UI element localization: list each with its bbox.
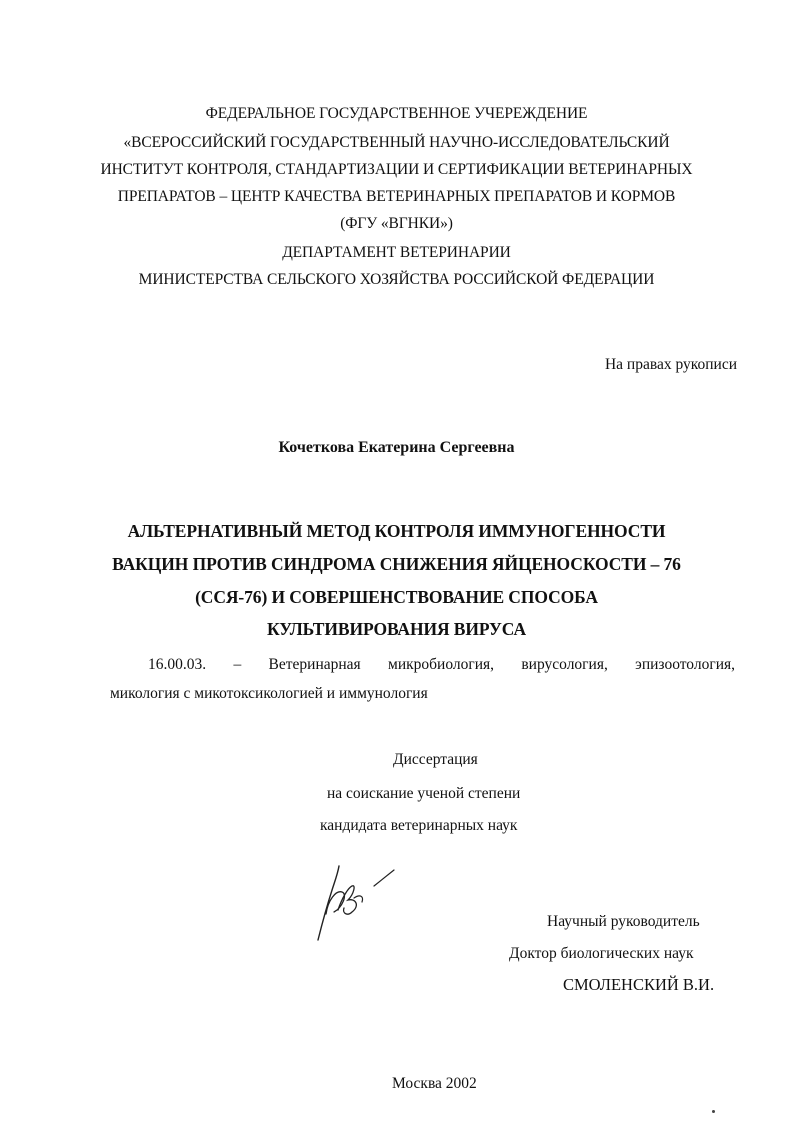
institution-line-5: (ФГУ «ВГНКИ») (340, 215, 453, 232)
title-line-1: АЛЬТЕРНАТИВНЫЙ МЕТОД КОНТРОЛЯ ИММУНОГЕННОСТИ (127, 521, 666, 541)
author-name: Кочеткова Екатерина Сергеевна (278, 439, 515, 456)
institution-line-7: МИНИСТЕРСТВА СЕЛЬСКОГО ХОЗЯЙСТВА РОССИЙСКОЙ ФЕДЕРАЦИИ (138, 271, 655, 288)
scan-speck (712, 1110, 715, 1113)
signature-icon (308, 862, 398, 944)
institution-line-3: ИНСТИТУТ КОНТРОЛЯ, СТАНДАРТИЗАЦИИ И СЕРТИФИКАЦИИ ВЕТЕРИНАРНЫХ (100, 161, 693, 178)
supervisor-name: СМОЛЕНСКИЙ В.И. (563, 975, 715, 994)
institution-line-4: ПРЕПАРАТОВ – ЦЕНТР КАЧЕСТВА ВЕТЕРИНАРНЫХ ПРЕПАРАТОВ И КОРМОВ (117, 188, 676, 205)
institution-line-1: ФЕДЕРАЛЬНОЕ ГОСУДАРСТВЕННОЕ УЧЕРЕЖДЕНИЕ (205, 105, 588, 122)
degree-name: кандидата ветеринарных наук (320, 817, 518, 834)
city-year: Москва 2002 (392, 1075, 477, 1092)
title-line-3: (ССЯ-76) И СОВЕРШЕНСТВОВАНИЕ СПОСОБА (195, 587, 598, 607)
dissertation-label: Диссертация (393, 751, 478, 768)
title-line-4: КУЛЬТИВИРОВАНИЯ ВИРУСА (267, 619, 526, 639)
supervisor-role: Научный руководитель (547, 913, 700, 930)
degree-purpose: на соискание ученой степени (327, 785, 521, 802)
specialty-line-1: 16.00.03. – Ветеринарная микробиология, вирусология, эпизоотология, (148, 656, 735, 673)
supervisor-degree: Доктор биологических наук (509, 945, 694, 962)
manuscript-note: На правах рукописи (604, 356, 737, 373)
institution-line-6: ДЕПАРТАМЕНТ ВЕТЕРИНАРИИ (282, 244, 511, 261)
title-line-2: ВАКЦИН ПРОТИВ СИНДРОМА СНИЖЕНИЯ ЯЙЦЕНОСКОСТИ – 76 (112, 554, 681, 574)
institution-line-2: «ВСЕРОССИЙСКИЙ ГОСУДАРСТВЕННЫЙ НАУЧНО-ИССЛЕДОВАТЕЛЬСКИЙ (123, 134, 670, 151)
specialty-line-2: микология с микотоксикологией и иммунология (110, 685, 428, 702)
